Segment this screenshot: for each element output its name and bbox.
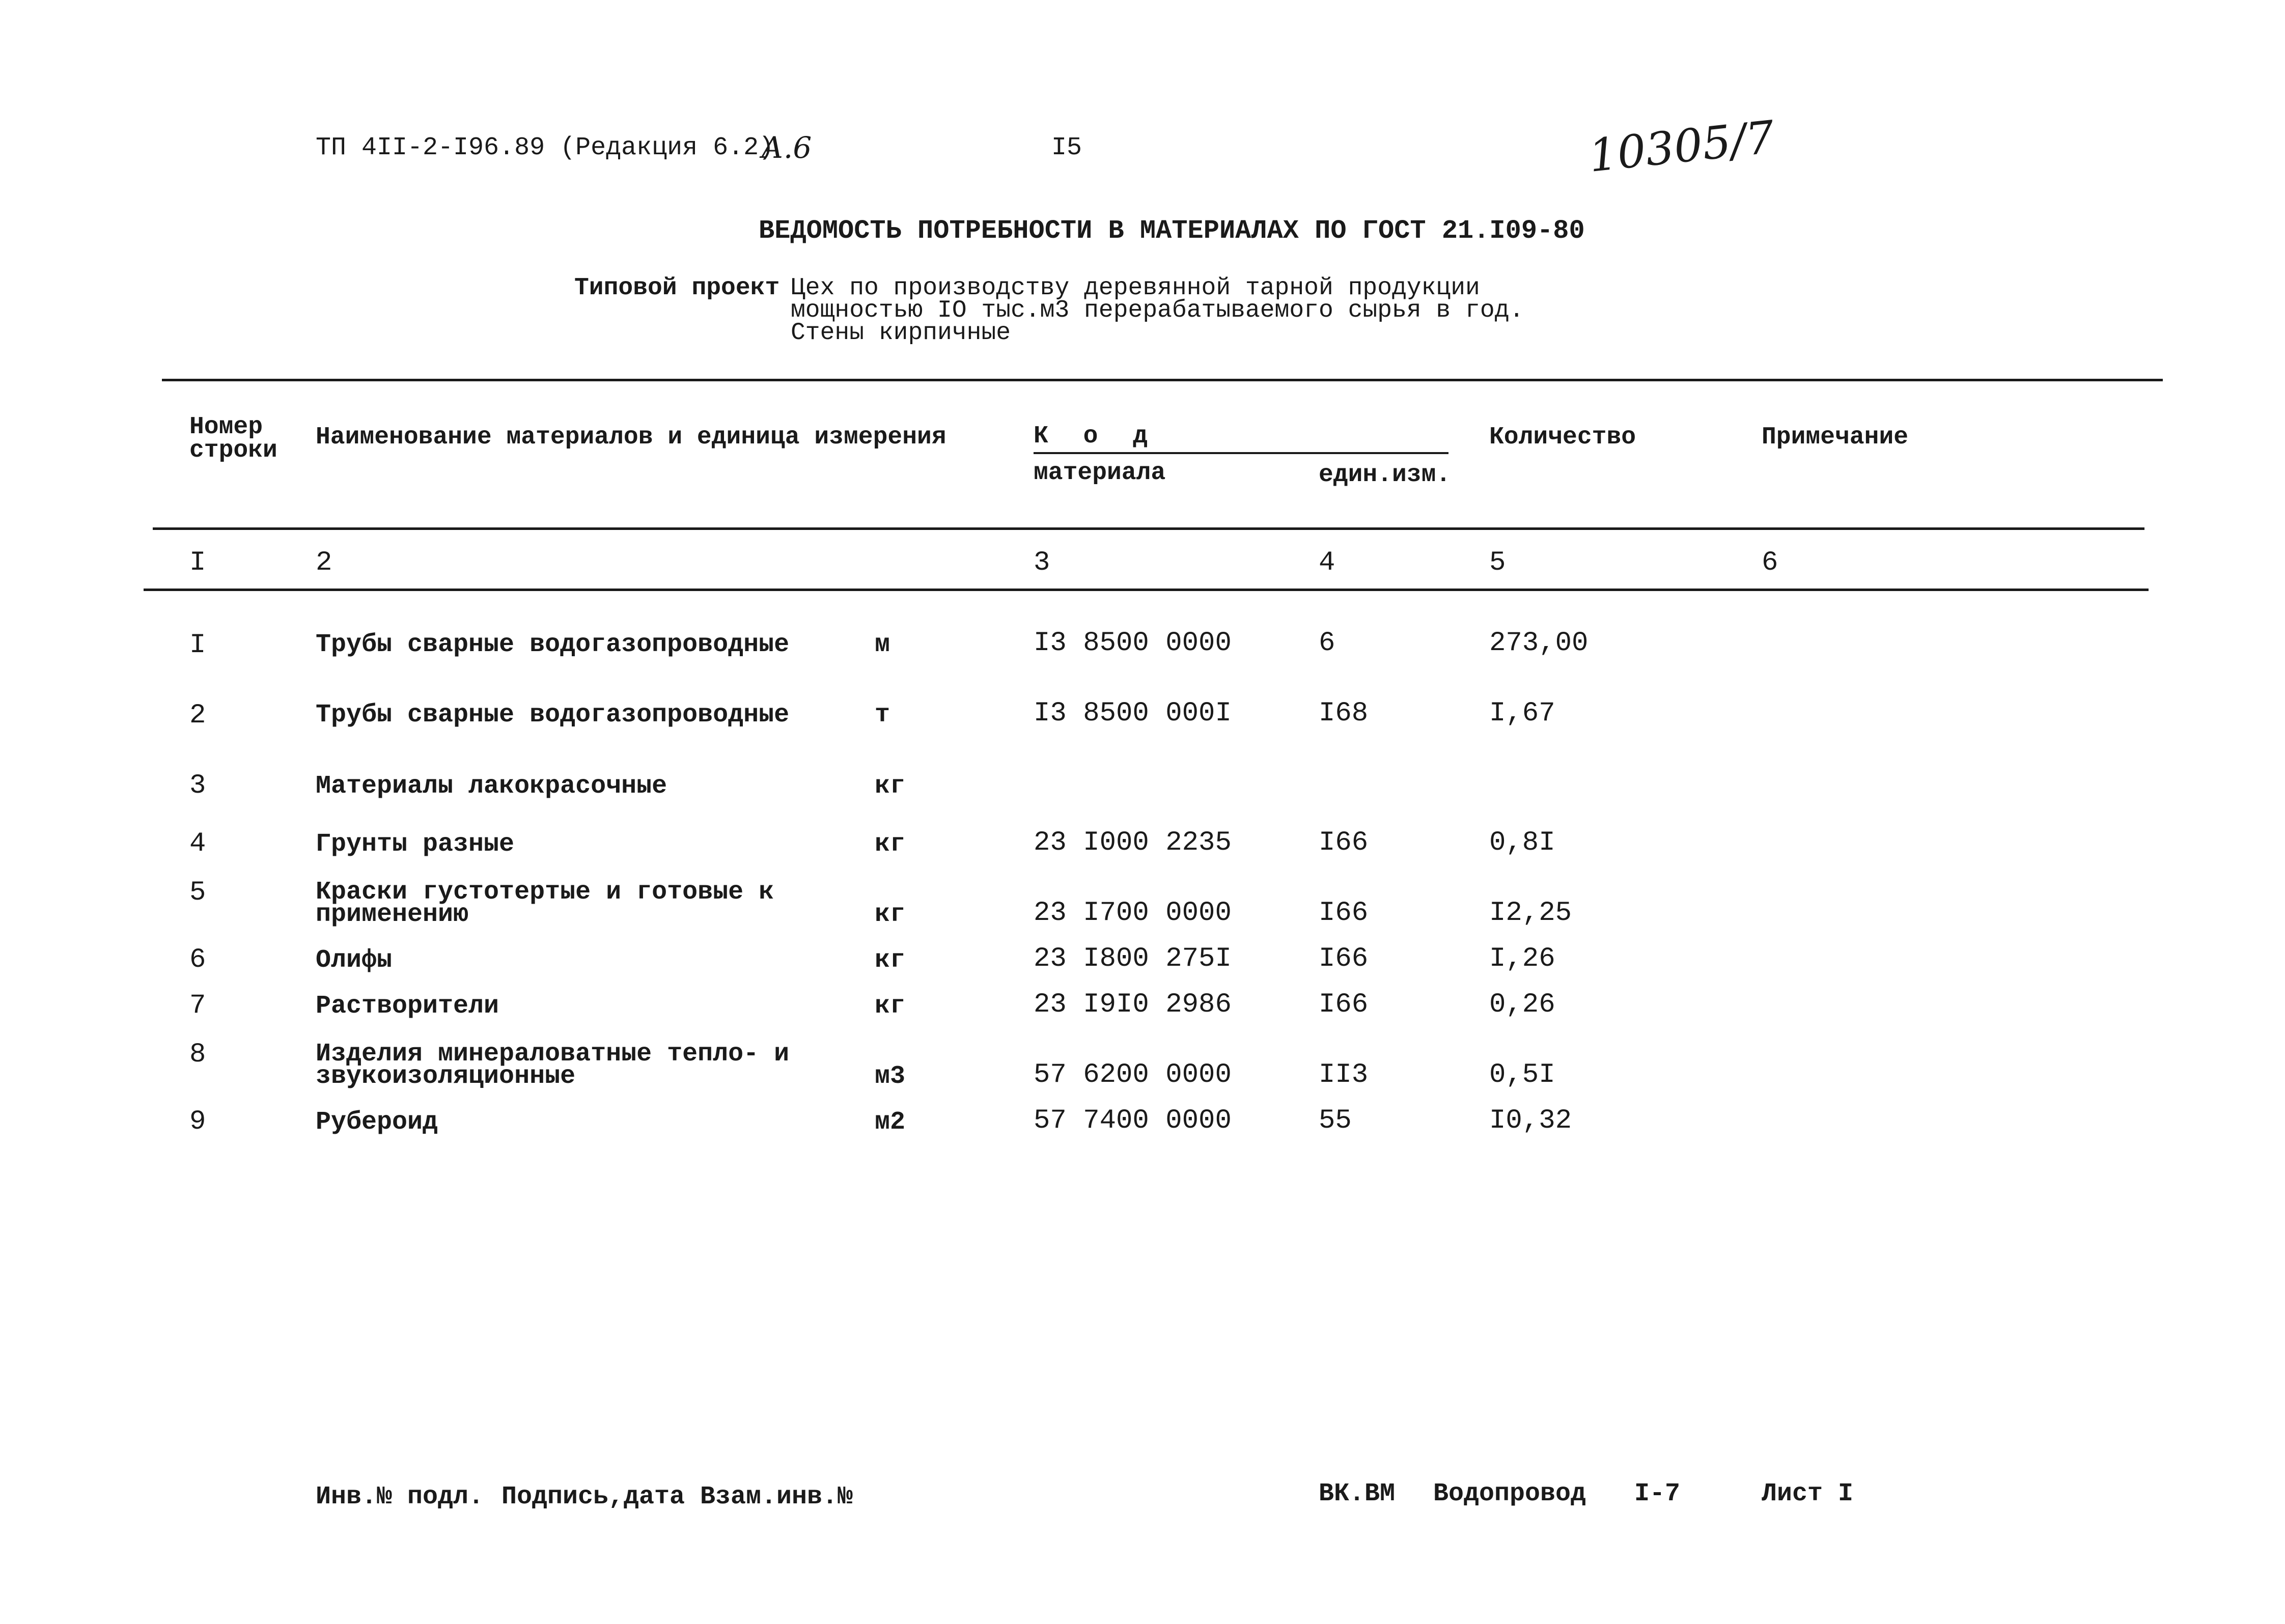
material-name: Грунты разные — [316, 830, 515, 859]
unit-of-measure: кг — [875, 946, 906, 975]
unit-of-measure: т — [875, 701, 890, 730]
footer-range: I-7 — [1634, 1479, 1681, 1508]
quantity: I0,32 — [1489, 1105, 1572, 1136]
row-number: 7 — [189, 990, 206, 1021]
album-mark: А.6 — [761, 130, 812, 165]
column-header-code-unit: един.изм. — [1319, 461, 1451, 489]
material-name: Олифы — [316, 946, 393, 975]
row-number: I — [189, 630, 206, 661]
column-number-3: 3 — [1034, 547, 1050, 578]
material-code: 23 I700 0000 — [1034, 898, 1232, 929]
footer-replacement-label: Взам.инв.№ — [700, 1482, 853, 1511]
code-header-rule — [1034, 452, 1448, 454]
quantity: 0,26 — [1489, 989, 1555, 1020]
column-number-2: 2 — [316, 547, 332, 578]
material-code: 23 I000 2235 — [1034, 827, 1232, 858]
quantity: 0,8I — [1489, 827, 1555, 858]
quantity: I2,25 — [1489, 898, 1572, 929]
material-code: 57 7400 0000 — [1034, 1105, 1232, 1136]
material-code: I3 8500 000I — [1034, 698, 1232, 729]
unit-code: I68 — [1319, 698, 1369, 729]
column-header-row-number-line-2: строки — [189, 437, 277, 464]
column-header-code: К о д — [1034, 423, 1148, 450]
quantity: 273,00 — [1489, 628, 1589, 659]
unit-code: I66 — [1319, 827, 1369, 858]
column-number-6: 6 — [1762, 547, 1778, 578]
column-numbers-bottom-rule — [144, 589, 2149, 591]
unit-of-measure: кг — [875, 772, 906, 801]
quantity: I,26 — [1489, 943, 1555, 974]
material-name: Изделия минераловатные тепло- и — [316, 1040, 790, 1069]
unit-of-measure: кг — [875, 900, 906, 929]
material-code: 23 I800 275I — [1034, 943, 1232, 974]
row-number: 6 — [189, 944, 206, 975]
project-label: Типовой проект — [574, 274, 780, 302]
row-number: 9 — [189, 1106, 206, 1137]
material-name: Трубы сварные водогазопроводные — [316, 701, 790, 730]
material-code: 57 6200 0000 — [1034, 1059, 1232, 1090]
unit-code: I66 — [1319, 989, 1369, 1020]
footer-inventory-label: Инв.№ подл. — [316, 1482, 484, 1511]
project-line-1: Цех по производству деревянной тарной продукции — [791, 274, 1480, 302]
footer-section-name: Водопровод — [1433, 1479, 1586, 1508]
material-name: Растворители — [316, 992, 499, 1021]
unit-code: I66 — [1319, 943, 1369, 974]
column-number-4: 4 — [1319, 547, 1335, 578]
footer-signature-label: Подпись,дата — [501, 1482, 685, 1511]
footer-sheet-number: Лист I — [1762, 1479, 1854, 1508]
row-number: 8 — [189, 1039, 206, 1070]
unit-code: I66 — [1319, 898, 1369, 929]
column-header-quantity: Количество — [1489, 424, 1636, 451]
unit-code: 55 — [1319, 1105, 1352, 1136]
table-top-rule — [162, 379, 2163, 381]
column-header-name: Наименование материалов и единица измерения — [316, 424, 946, 451]
column-number-5: 5 — [1489, 547, 1506, 578]
quantity: 0,5I — [1489, 1059, 1555, 1090]
header-bottom-rule — [153, 527, 2144, 530]
column-number-1: I — [189, 547, 206, 578]
unit-of-measure: м — [875, 630, 890, 659]
project-line-3: Стены кирпичные — [791, 319, 1011, 347]
unit-of-measure: м3 — [875, 1062, 906, 1091]
document-title: ВЕДОМОСТЬ ПОТРЕБНОСТИ В МАТЕРИАЛАХ ПО ГОСТ 21.I09-80 — [759, 216, 1585, 246]
unit-of-measure: м2 — [875, 1108, 906, 1137]
column-header-code-material: материала — [1034, 459, 1166, 487]
row-number: 3 — [189, 770, 206, 801]
quantity: I,67 — [1489, 698, 1555, 729]
row-number: 4 — [189, 828, 206, 859]
row-number: 5 — [189, 877, 206, 908]
material-name: Рубероид — [316, 1108, 438, 1137]
material-name-continuation: звукоизоляционные — [316, 1062, 576, 1091]
footer-document-mark: ВК.ВМ — [1319, 1479, 1396, 1508]
handwritten-inventory-number: 10305/7 — [1586, 110, 1777, 182]
material-name: Материалы лакокрасочные — [316, 772, 667, 801]
unit-code: II3 — [1319, 1059, 1369, 1090]
document-code: ТП 4II-2-I96.89 (Редакция 6.2) — [316, 133, 774, 162]
unit-code: 6 — [1319, 628, 1335, 659]
unit-of-measure: кг — [875, 830, 906, 859]
material-code: 23 I9I0 2986 — [1034, 989, 1232, 1020]
project-line-2: мощностью IO тыс.м3 перерабатываемого сырья в год. — [791, 297, 1524, 324]
column-header-row-number — [189, 415, 277, 462]
page-number: I5 — [1051, 133, 1082, 162]
column-header-row-number-line-1: Номер — [189, 413, 263, 441]
column-header-note: Примечание — [1762, 424, 1909, 451]
material-code: I3 8500 0000 — [1034, 628, 1232, 659]
material-name: Трубы сварные водогазопроводные — [316, 630, 790, 659]
unit-of-measure: кг — [875, 992, 906, 1021]
material-name: Краски густотертые и готовые к — [316, 878, 774, 907]
material-name-continuation: применению — [316, 900, 469, 929]
row-number: 2 — [189, 700, 206, 731]
